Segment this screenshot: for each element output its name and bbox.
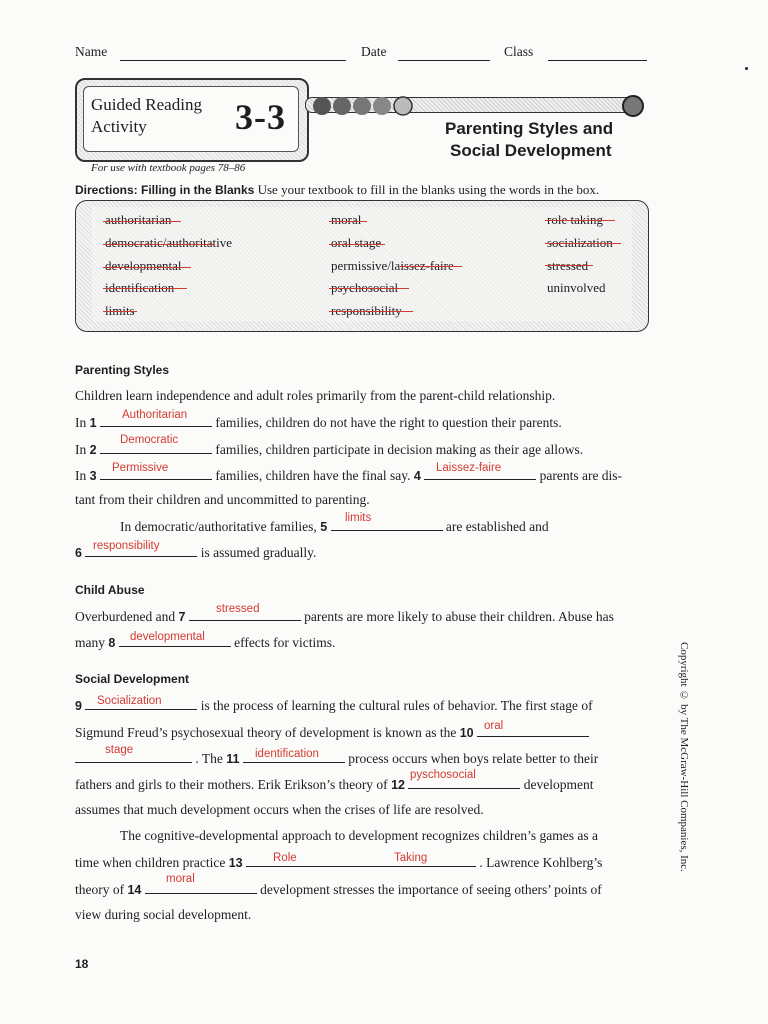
blank-10-cont[interactable] <box>75 750 192 763</box>
sentence-text: development stresses the importance of seeing others’ points of <box>260 882 602 897</box>
word-developmental: developmental <box>105 258 182 273</box>
paragraph-intro: Children learn independence and adult roles primarily from the parent-child relationship. <box>75 388 556 403</box>
blank-number: 12 <box>391 778 405 792</box>
blank-number: 10 <box>459 726 474 740</box>
blank-number: 13 <box>228 856 243 870</box>
sentence-text: parents are more likely to abuse their children. Abuse has <box>304 609 614 624</box>
class-label: Class <box>504 44 534 59</box>
guided-reading-label: Guided Reading <box>91 95 202 114</box>
strike <box>400 266 462 267</box>
page-number: 18 <box>75 957 89 971</box>
sentence-text: In <box>75 415 87 430</box>
answer-7: stressed <box>216 603 260 615</box>
date-line[interactable] <box>398 60 490 61</box>
sentence-text: development <box>523 777 594 792</box>
blank-number: 1 <box>89 416 97 430</box>
blank-number: 8 <box>108 636 116 650</box>
word-moral: moral <box>331 212 362 227</box>
blank-number: 6 <box>75 546 82 560</box>
sentence-10 <box>75 724 589 741</box>
strike <box>103 244 215 245</box>
blank-number: 5 <box>320 520 328 534</box>
strike <box>329 311 413 312</box>
answer-6: responsibility <box>93 540 160 552</box>
strike <box>103 221 181 222</box>
word-uninvolved: uninvolved <box>547 280 606 295</box>
sentence-text: In <box>75 442 87 457</box>
blank-number: 14 <box>127 883 142 897</box>
activity-label: Activity <box>91 117 147 136</box>
strike <box>329 244 385 245</box>
word-role-taking: role taking <box>547 212 603 227</box>
sentence-text: are established and <box>445 519 549 534</box>
sentence-5 <box>120 518 549 535</box>
section-heading-abuse: Child Abuse <box>75 583 145 597</box>
sentence-text: fathers and girls to their mothers. Erik Erikson’s theory of <box>75 777 388 792</box>
strike <box>329 288 409 289</box>
strike <box>545 220 615 221</box>
sentence-text: families, children do not have the right to question their parents. <box>215 415 562 430</box>
name-label: Name <box>75 44 108 59</box>
section-heading-social: Social Development <box>75 672 190 686</box>
class-line[interactable] <box>548 60 647 61</box>
answer-12: pyschosocial <box>410 769 476 781</box>
sentence-7 <box>75 608 614 625</box>
sentence-4-cont: tant from their children and uncommitted to parenting. <box>75 492 370 507</box>
strike <box>103 288 187 289</box>
section-heading-parenting: Parenting Styles <box>75 363 170 377</box>
word-identification: identification <box>105 280 175 295</box>
word-oral-stage: oral stage <box>331 235 382 250</box>
answer-2: Democratic <box>120 434 179 446</box>
answer-5: limits <box>345 512 372 524</box>
page-title-line1: Parenting Styles and <box>445 119 614 138</box>
answer-1: Authoritarian <box>122 409 188 421</box>
sentence-text: parents are dis- <box>539 468 623 483</box>
copyright-notice: Copyright © by The McGraw-Hill Companies, Inc. <box>678 642 690 872</box>
strike <box>545 243 621 244</box>
blank-number: 9 <box>75 699 82 713</box>
sentence-text: time when children practice <box>75 855 226 870</box>
sentence-13 <box>75 854 602 871</box>
sentence-text: In <box>75 468 87 483</box>
date-label: Date <box>361 44 387 59</box>
blank-number: 2 <box>89 443 97 457</box>
decorative-circles-icon <box>308 94 648 118</box>
sentence-text: families, children participate in decision making as their age allows. <box>215 442 584 457</box>
speck <box>745 67 748 70</box>
answer-3: Permissive <box>112 462 169 474</box>
sentence-text: . Lawrence Kohlberg’s <box>479 855 603 870</box>
activity-number: 3-3 <box>235 97 286 137</box>
answer-14: moral <box>166 873 195 885</box>
answer-10a: oral <box>484 720 504 732</box>
sentence-text: is the process of learning the cultural rules of behavior. The first stage of <box>200 698 593 713</box>
sentence-14-intro: The cognitive-developmental approach to development recognizes children’s games as a <box>120 828 598 843</box>
blank-number: 7 <box>178 610 186 624</box>
answer-9: Socialization <box>97 695 162 707</box>
strike <box>329 221 367 222</box>
sentence-text: effects for victims. <box>234 635 336 650</box>
sentence-text: process occurs when boys relate better to their <box>348 751 599 766</box>
word-stressed: stressed <box>547 258 589 273</box>
blank-number: 3 <box>89 469 97 483</box>
word-socialization: socialization <box>547 235 613 250</box>
word-democratic: democratic/authoritative <box>105 235 233 250</box>
strike <box>545 265 593 266</box>
directions-text: Use your textbook to fill in the blanks using the words in the box. <box>257 182 600 197</box>
blank-number: 11 <box>226 752 240 766</box>
answer-8: developmental <box>130 631 205 643</box>
answer-11: identification <box>255 748 319 760</box>
answer-10b: stage <box>105 744 134 756</box>
word-responsibility: responsibility <box>331 303 402 318</box>
sentence-text: Overburdened and <box>75 609 176 624</box>
directions-label: Directions: Filling in the Blanks <box>75 183 255 197</box>
strike <box>103 311 137 312</box>
blank-14[interactable] <box>145 881 257 894</box>
word-authoritarian: authoritarian <box>105 212 172 227</box>
strike <box>103 267 191 268</box>
word-limits: limits <box>105 303 135 318</box>
blank-number: 4 <box>413 469 421 483</box>
sentence-text: many <box>75 635 105 650</box>
sentence-text: In democratic/authoritative families, <box>120 519 317 534</box>
textbook-pages-note: For use with textbook pages 78–86 <box>91 162 246 174</box>
sentence-text: theory of <box>75 882 125 897</box>
sentence-11 <box>75 750 598 767</box>
word-permissive: permissive/laissez-faire <box>331 258 454 273</box>
answer-13a: Role <box>273 852 297 864</box>
answer-4: Laissez-faire <box>436 462 502 474</box>
name-line[interactable] <box>120 60 346 61</box>
sentence-text: is assumed gradually. <box>200 545 317 560</box>
page-title-line2: Social Development <box>450 141 612 160</box>
answer-13b: Taking <box>394 852 428 864</box>
directions <box>75 182 599 198</box>
sentence-text: families, children have the final say. <box>215 468 411 483</box>
word-psychosocial: psychosocial <box>331 280 399 295</box>
sentence-13-intro: assumes that much development occurs when the crises of life are resolved. <box>75 802 484 817</box>
sentence-text: Sigmund Freud’s psychosexual theory of development is known as the <box>75 725 457 740</box>
sentence-8 <box>75 634 335 651</box>
sentence-text: . The <box>195 751 223 766</box>
sentence-14 <box>75 881 602 898</box>
sentence-12 <box>75 776 593 793</box>
sentence-14-cont: view during social development. <box>75 907 252 922</box>
